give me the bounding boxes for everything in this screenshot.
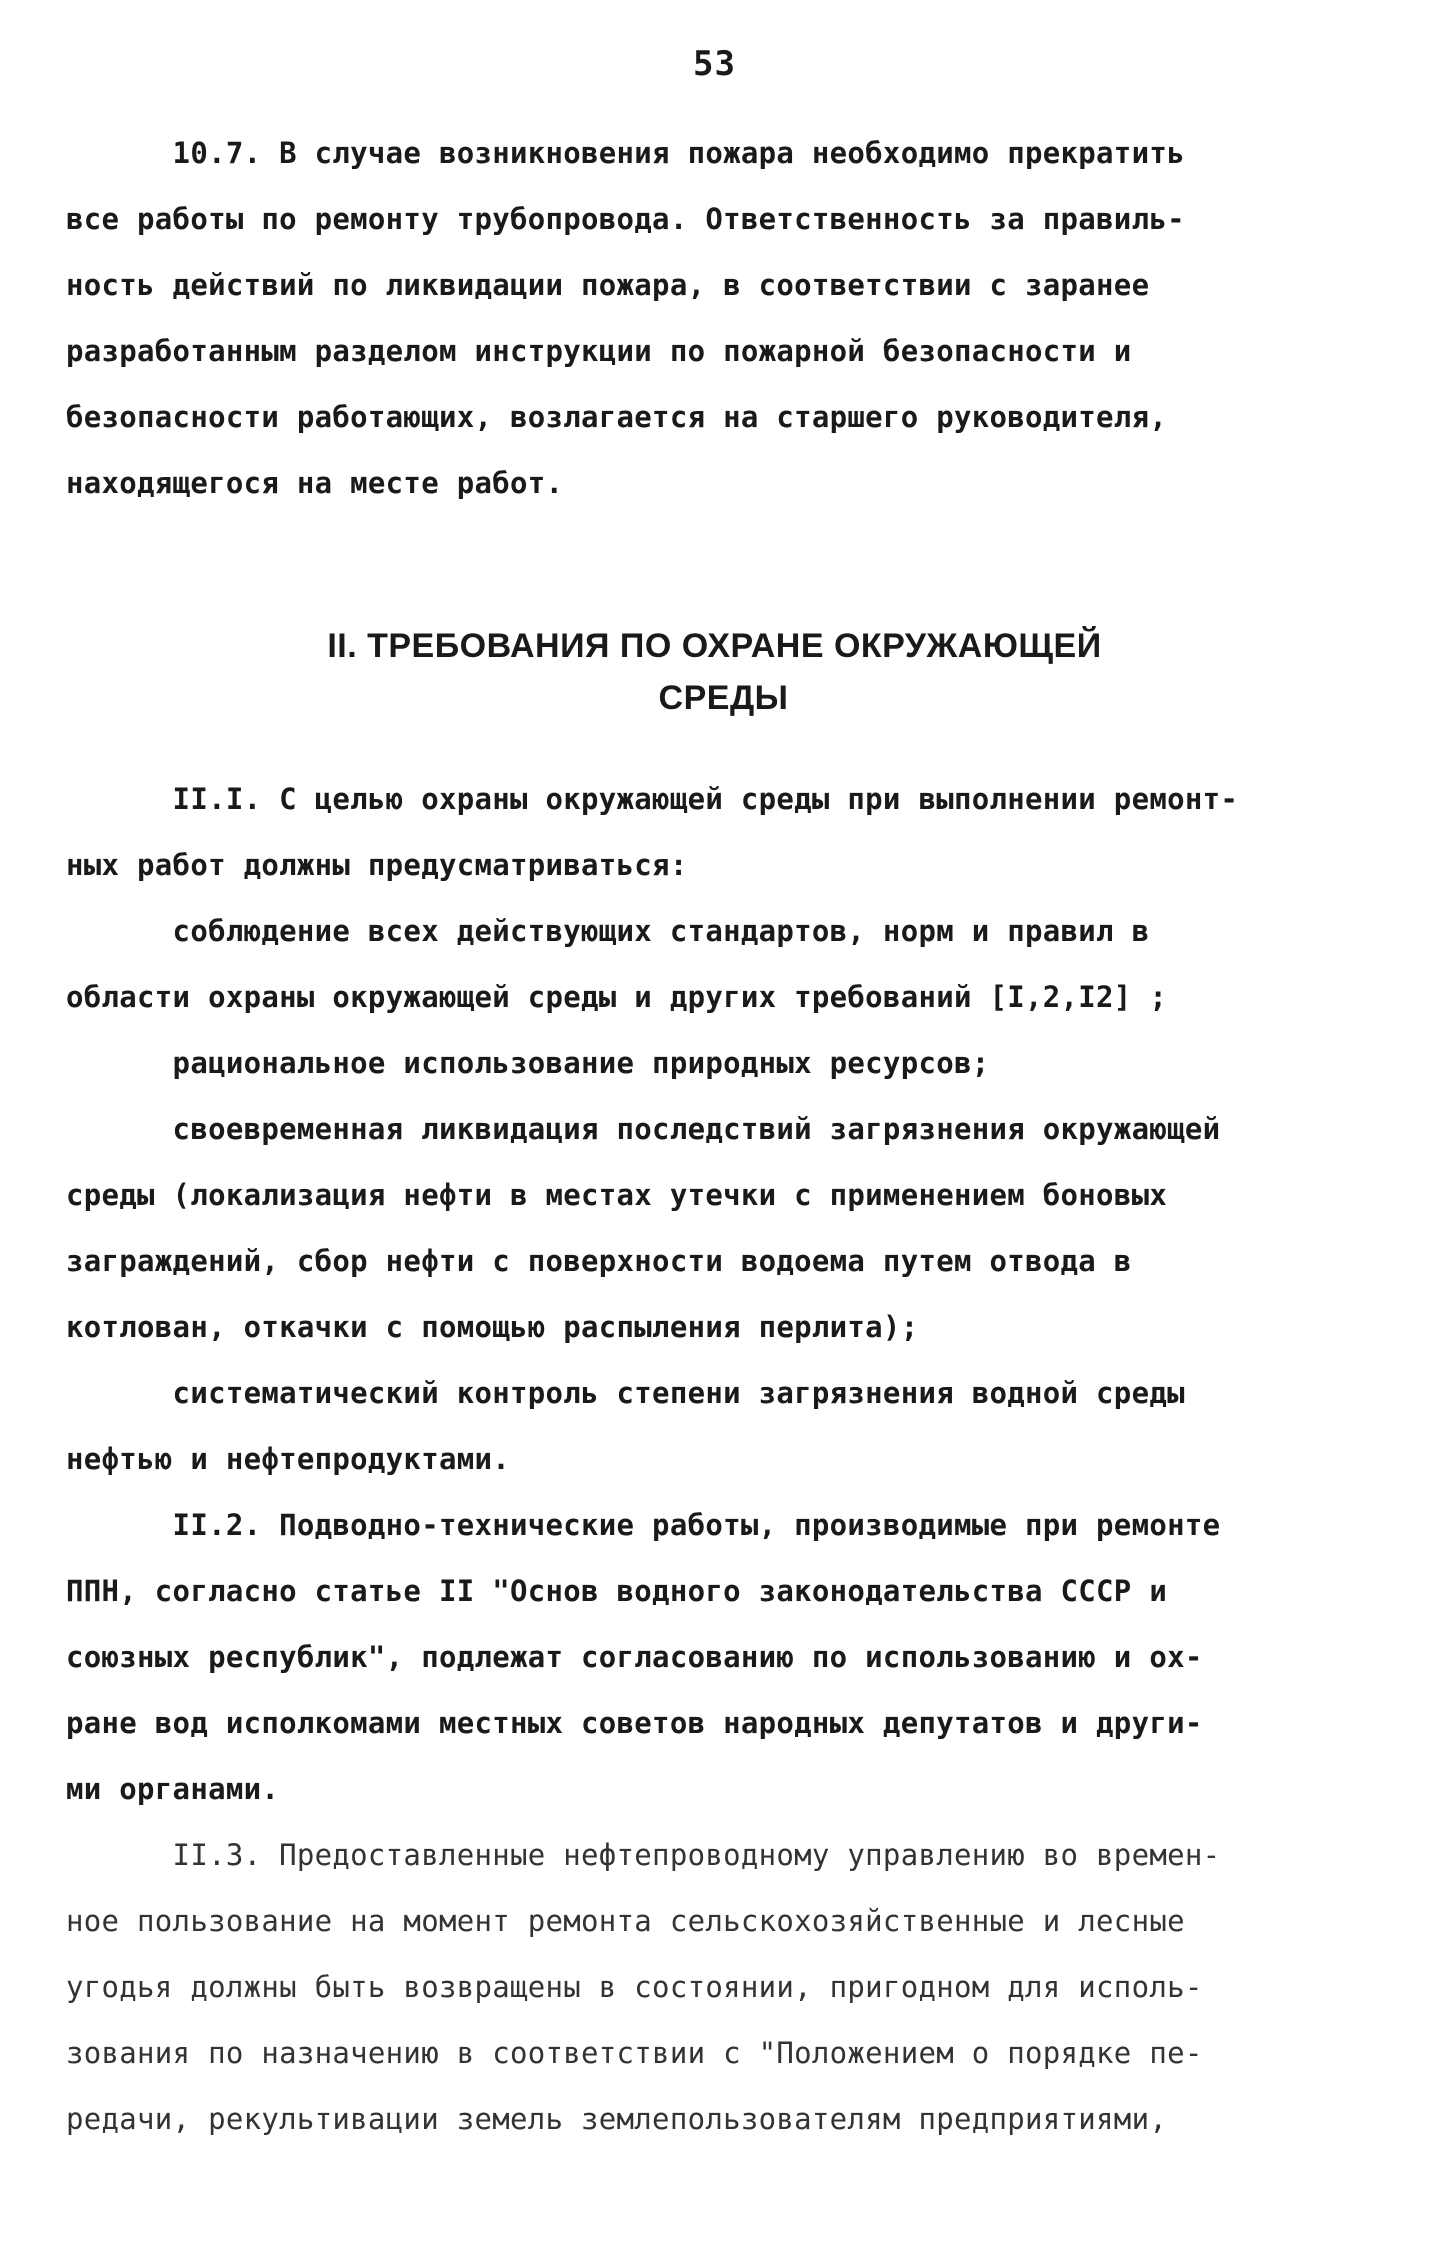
text-line: находящегося на месте работ. — [66, 466, 564, 500]
text-line: систематический контроль степени загрязнения водной среды — [66, 1376, 1185, 1410]
text-line: среды (локализация нефти в местах утечки с применением боновых — [66, 1178, 1168, 1212]
text-line: соблюдение всех действующих стандартов, норм и правил в — [66, 914, 1150, 948]
text-line: разработанным разделом инструкции по пожарной безопасности и — [66, 334, 1132, 368]
paragraph-10-7 — [66, 120, 1366, 516]
section-heading-line-2: СРЕДЫ — [658, 679, 789, 717]
text-line: ных работ должны предусматриваться: — [66, 848, 688, 882]
section-heading — [0, 620, 1429, 724]
text-line: котлован, откачки с помощью распыления перлита); — [66, 1310, 919, 1344]
text-line: ми органами. — [66, 1772, 280, 1806]
text-line: рациональное использование природных ресурсов; — [66, 1046, 990, 1080]
text-line: 10.7. В случае возникновения пожара необходимо прекратить — [66, 136, 1185, 170]
text-line: редачи, рекультивации земель землепользователям предприятиями, — [66, 2102, 1168, 2136]
text-line: II.3. Предоставленные нефтепроводному управлению во времен- — [66, 1838, 1221, 1872]
text-line: зования по назначению в соответствии с "Положением о порядке пе- — [66, 2036, 1203, 2070]
text-line: области охраны окружающей среды и других требований [I,2,I2] ; — [66, 980, 1168, 1014]
text-line: ППН, согласно статье II "Основ водного законодательства СССР и — [66, 1574, 1168, 1608]
text-line: ность действий по ликвидации пожара, в соответствии с заранее — [66, 268, 1150, 302]
text-line: своевременная ликвидация последствий загрязнения окружающей — [66, 1112, 1221, 1146]
text-line: союзных республик", подлежат согласованию по использованию и ох- — [66, 1640, 1203, 1674]
text-line: II.2. Подводно-технические работы, производимые при ремонте — [66, 1508, 1221, 1542]
text-line: II.I. С целью охраны окружающей среды при выполнении ремонт- — [66, 782, 1239, 816]
text-line: нефтью и нефтепродуктами. — [66, 1442, 510, 1476]
text-line: ране вод исполкомами местных советов народных депутатов и други- — [66, 1706, 1203, 1740]
section-11-body — [66, 766, 1366, 2152]
text-line: ное пользование на момент ремонта сельскохозяйственные и лесные — [66, 1904, 1185, 1938]
text-line: угодья должны быть возвращены в состоянии, пригодном для исполь- — [66, 1970, 1203, 2004]
page-number: 53 — [693, 44, 736, 84]
section-heading-line-1: II. ТРЕБОВАНИЯ ПО ОХРАНЕ ОКРУЖАЮЩЕЙ — [327, 627, 1102, 665]
text-line: все работы по ремонту трубопровода. Ответственность за правиль- — [66, 202, 1185, 236]
text-line: заграждений, сбор нефти с поверхности водоема путем отвода в — [66, 1244, 1132, 1278]
text-line: безопасности работающих, возлагается на старшего руководителя, — [66, 400, 1168, 434]
